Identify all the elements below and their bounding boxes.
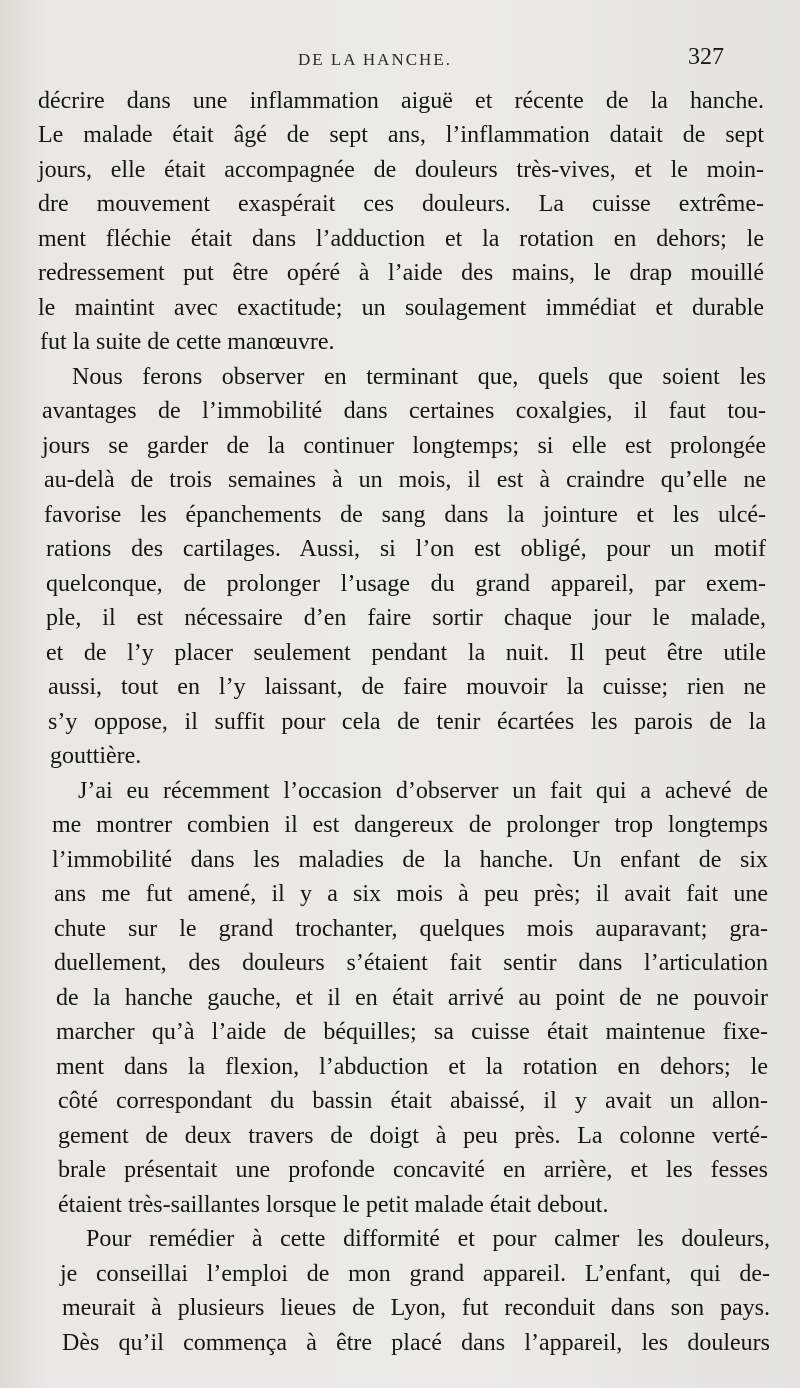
text-line: ple, il est nécessaire d’en faire sortir chaque jour le malade,: [46, 605, 766, 631]
text-line: l’immobilité dans les maladies de la hanche. Un enfant de six: [52, 847, 768, 873]
text-line: je conseillai l’emploi de mon grand appareil. L’enfant, qui de-: [60, 1261, 770, 1287]
text-line: aussi, tout en l’y laissant, de faire mouvoir la cuisse; rien ne: [48, 674, 766, 700]
text-line: avantages de l’immobilité dans certaines coxalgies, il faut tou-: [42, 398, 766, 424]
paragraph-first-line: Pour remédier à cette difformité et pour calmer les douleurs,: [86, 1226, 770, 1252]
text-line: au-delà de trois semaines à un mois, il est à craindre qu’elle ne: [44, 467, 766, 493]
page-number: 327: [688, 44, 724, 70]
text-line: et de l’y placer seulement pendant la nuit. Il peut être utile: [46, 640, 766, 666]
text-line: dre mouvement exaspérait ces douleurs. La cuisse extrême-: [38, 191, 764, 217]
text-line: Le malade était âgé de sept ans, l’inflammation datait de sept: [38, 122, 764, 148]
text-line: ment dans la flexion, l’abduction et la rotation en dehors; le: [56, 1054, 768, 1080]
text-line: décrire dans une inflammation aiguë et récente de la hanche.: [38, 88, 764, 114]
text-line: chute sur le grand trochanter, quelques mois auparavant; gra-: [54, 916, 768, 942]
text-line: jours, elle était accompagnée de douleurs très-vives, et le moin-: [38, 157, 764, 183]
paragraph-first-line: J’ai eu récemment l’occasion d’observer un fait qui a achevé de: [78, 778, 768, 804]
text-line: gement de deux travers de doigt à peu près. La colonne verté-: [58, 1123, 768, 1149]
text-line: ment fléchie était dans l’adduction et la rotation en dehors; le: [38, 226, 764, 252]
text-line: brale présentait une profonde concavité en arrière, et les fesses: [58, 1157, 768, 1183]
text-line: meurait à plusieurs lieues de Lyon, fut reconduit dans son pays.: [62, 1295, 770, 1321]
text-line: côté correspondant du bassin était abaissé, il y avait un allon-: [58, 1088, 768, 1114]
text-line: quelconque, de prolonger l’usage du grand appareil, par exem-: [46, 571, 766, 597]
text-line: marcher qu’à l’aide de béquilles; sa cuisse était maintenue fixe-: [56, 1019, 768, 1045]
text-line: favorise les épanchements de sang dans la jointure et les ulcé-: [44, 502, 766, 528]
running-title: DE LA HANCHE.: [298, 50, 452, 69]
text-line: le maintint avec exactitude; un soulagement immédiat et durable: [38, 295, 764, 321]
text-line: jours se garder de la continuer longtemps; si elle est prolongée: [42, 433, 766, 459]
text-line: étaient très-saillantes lorsque le petit malade était debout.: [58, 1192, 609, 1218]
text-line: Dès qu’il commença à être placé dans l’appareil, les douleurs: [62, 1330, 770, 1356]
text-line: de la hanche gauche, et il en était arrivé au point de ne pouvoir: [56, 985, 768, 1011]
text-line: duellement, des douleurs s’étaient fait sentir dans l’articulation: [54, 950, 768, 976]
page-header: [0, 44, 800, 74]
paragraph-first-line: Nous ferons observer en terminant que, quels que soient les: [72, 364, 766, 390]
text-line: s’y oppose, il suffit pour cela de tenir écartées les parois de la: [48, 709, 766, 735]
text-line: ans me fut amené, il y a six mois à peu près; il avait fait une: [54, 881, 768, 907]
text-line: me montrer combien il est dangereux de prolonger trop longtemps: [52, 812, 768, 838]
text-line: fut la suite de cette manœuvre.: [40, 329, 335, 355]
text-line: redressement put être opéré à l’aide des mains, le drap mouillé: [38, 260, 764, 286]
text-line: gouttière.: [50, 743, 142, 769]
text-line: rations des cartilages. Aussi, si l’on est obligé, pour un motif: [46, 536, 766, 562]
